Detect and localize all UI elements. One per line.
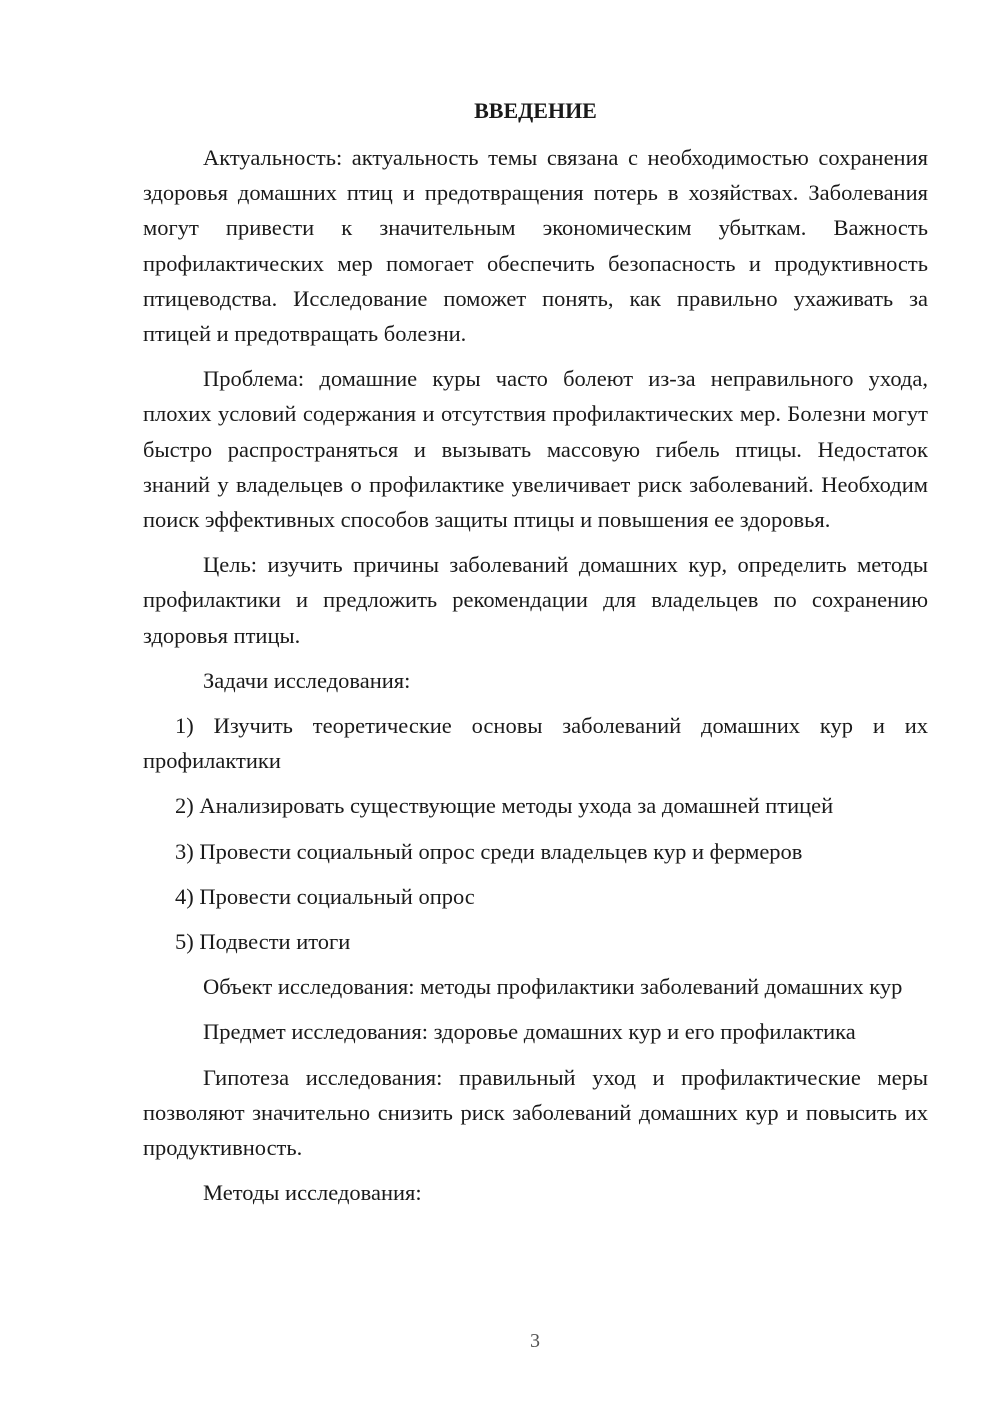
task-item: 5) Подвести итоги	[175, 929, 351, 955]
subject-paragraph: Предмет исследования: здоровье домашних кур и его профилактика	[203, 1019, 856, 1045]
page-number: 3	[530, 1330, 540, 1352]
task-item: 1) Изучить теоретические основы заболеваний домашних кур и их профилактики	[143, 713, 928, 774]
task-item: 3) Провести социальный опрос среди владельцев кур и фермеров	[175, 838, 803, 864]
page-content	[143, 96, 928, 1220]
task-item: 2) Анализировать существующие методы ухода за домашней птицей	[175, 793, 834, 819]
tasks-heading: Задачи исследования:	[203, 667, 411, 693]
hypothesis-paragraph: Гипотеза исследования: правильный уход и профилактические меры позволяют значительно снизить риск заболеваний домашних кур и повысить их продуктивность.	[143, 1064, 928, 1161]
task-item: 4) Провести социальный опрос	[175, 883, 475, 909]
object-paragraph: Объект исследования: методы профилактики заболеваний домашних кур	[203, 974, 903, 1000]
page-title: ВВЕДЕНИЕ	[474, 98, 597, 123]
methods-heading: Методы исследования:	[203, 1180, 422, 1206]
goal-paragraph: Цель: изучить причины заболеваний домашних кур, определить методы профилактики и предложить рекомендации для владельцев по сохранению здоровья птицы.	[143, 552, 928, 648]
problem-paragraph: Проблема: домашние куры часто болеют из-за неправильного ухода, плохих условий содержания и отсутствия профилактических мер. Болезни могут быстро распространяться и вызывать массовую гибель птицы. Недостаток знаний у владельцев о профилактике увеличивает риск заболеваний. Необходим поиск эффективных способов защиты птицы и повышения ее здоровья.	[143, 366, 928, 533]
relevance-paragraph: Актуальность: актуальность темы связана с необходимостью сохранения здоровья домашних птиц и предотвращения потерь в хозяйствах. Заболевания могут привести к значительным экономическим убыткам. Важность профилактических мер помогает обеспечить безопасность и продуктивность птицеводства. Исследование поможет понять, как правильно ухаживать за птицей и предотвращать болезни.	[143, 145, 928, 347]
